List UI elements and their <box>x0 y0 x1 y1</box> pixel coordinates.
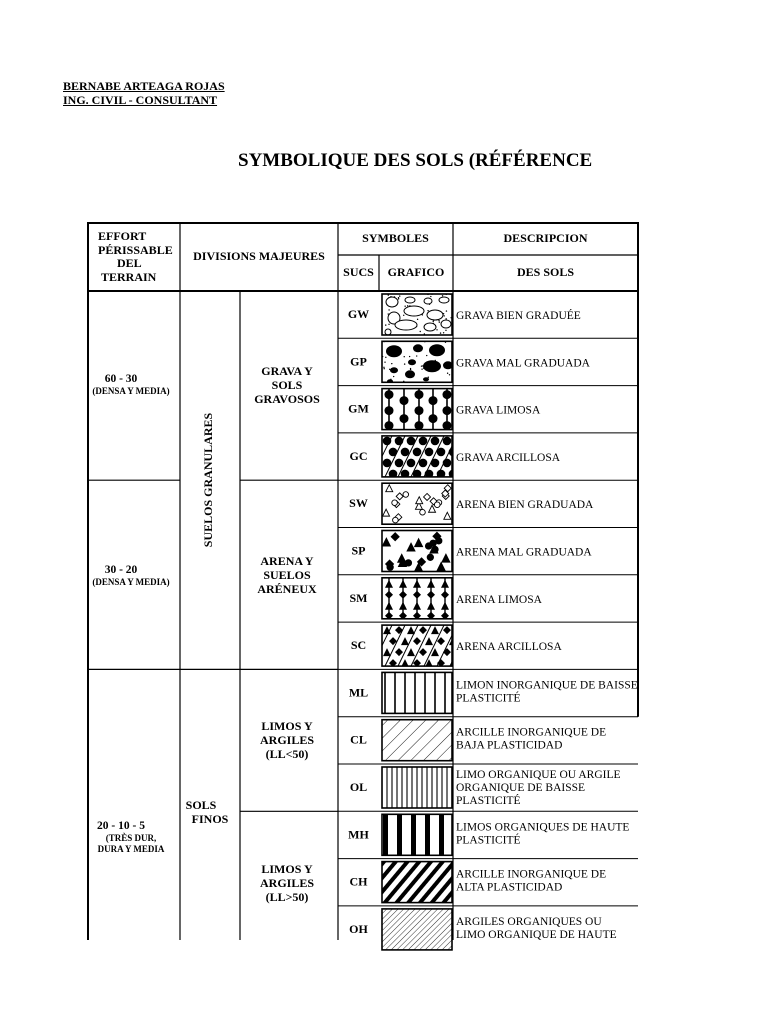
sucs-code: GM <box>348 401 369 416</box>
effort-value: 60 - 30 <box>104 373 138 385</box>
soil-graphic-ch <box>382 862 452 903</box>
sub-division-label: LIMOS Y <box>261 862 313 876</box>
effort-header-line: PÉRISSABLE <box>98 243 173 257</box>
des-sols-header: DES SOLS <box>516 265 575 279</box>
soil-graphic-cl <box>382 720 452 761</box>
soil-description: ARENA ARCILLOSA <box>456 641 562 654</box>
sub-division-label: ARENA Y <box>260 554 314 568</box>
divisions-header: DIVISIONS MAJEURES <box>193 249 325 263</box>
soil-graphic-ml <box>382 672 452 713</box>
sub-division-label: (LL>50) <box>265 890 309 904</box>
soil-graphic-ol <box>382 767 452 808</box>
soil-description: PLASTICITÉ <box>456 795 521 807</box>
sub-division-label: LIMOS Y <box>261 719 313 733</box>
soil-graphic-gp <box>382 341 453 383</box>
sucs-code: OL <box>349 780 368 794</box>
soil-graphic-sm <box>382 578 452 620</box>
sucs-header: SUCS <box>343 265 374 279</box>
sucs-code: SW <box>349 496 368 511</box>
sub-division-label: ARGILES <box>259 733 315 747</box>
sucs-code: GP <box>350 354 367 369</box>
effort-header-line: EFFORT <box>98 229 147 243</box>
effort-header-line: DEL <box>117 256 142 270</box>
soil-description: GRAVA MAL GRADUADA <box>456 357 590 370</box>
soil-description: LIMO ORGANIQUE DE HAUTE <box>456 928 617 941</box>
soil-description: ALTA PLASTICIDAD <box>456 881 563 894</box>
sub-division-label: GRAVA Y <box>261 364 313 378</box>
sub-division-label: (LL<50) <box>265 747 309 761</box>
soil-description: LIMO ORGANIQUE OU ARGILE <box>456 769 621 781</box>
major-division-fine: FINOS <box>191 812 229 826</box>
sub-division-label: ARÉNEUX <box>257 582 317 596</box>
soil-description: ARENA LIMOSA <box>456 593 542 606</box>
soil-graphic-gw <box>382 294 452 335</box>
soil-description: ORGANIQUE DE BAISSE <box>456 782 586 794</box>
descripcion-header: DESCRIPCION <box>503 231 588 245</box>
soil-graphic-oh <box>382 909 452 950</box>
soil-description: ARCILLE INORGANIQUE DE <box>456 726 607 739</box>
effort-note: (DENSA Y MEDIA) <box>92 577 170 587</box>
soil-description: GRAVA LIMOSA <box>456 404 541 417</box>
sucs-code: SP <box>351 543 366 558</box>
soil-description: ARENA BIEN GRADUADA <box>456 499 594 512</box>
sucs-code: CH <box>349 874 368 889</box>
soil-graphic-sp <box>382 531 452 572</box>
effort-value: 20 - 10 - 5 <box>97 820 145 832</box>
major-division-fine: SOLS <box>185 798 217 812</box>
soil-description: ARENA MAL GRADUADA <box>456 546 592 559</box>
sucs-code: ML <box>348 685 369 700</box>
soil-description: ARGILES ORGANIQUES OU <box>456 915 602 928</box>
soil-graphic-gm <box>382 389 452 431</box>
soil-description: PLASTICITÉ <box>456 692 521 705</box>
effort-value: 30 - 20 <box>104 564 138 576</box>
soil-description: LIMOS ORGANIQUES DE HAUTE <box>456 821 630 834</box>
author-name: BERNABE ARTEAGA ROJAS <box>63 79 225 93</box>
author-role: ING. CIVIL - CONSULTANT <box>63 93 218 107</box>
sucs-code: GW <box>347 307 370 321</box>
sucs-code: MH <box>348 827 369 842</box>
effort-note: (TRÈS DUR, <box>105 833 157 843</box>
sucs-code: GC <box>349 448 368 463</box>
sub-division-label: ARGILES <box>259 876 315 890</box>
soil-graphic-mh <box>382 814 452 855</box>
soil-graphic-sw <box>382 483 452 524</box>
sucs-code: CL <box>350 732 367 747</box>
effort-header-line: TERRAIN <box>101 270 157 284</box>
soil-description: BAJA PLASTICIDAD <box>456 739 563 752</box>
page-title: SYMBOLIQUE DES SOLS (RÉFÉRENCE <box>238 150 593 171</box>
symboles-header: SYMBOLES <box>362 231 429 245</box>
sub-division-label: GRAVOSOS <box>254 392 320 406</box>
sub-division-label: SUELOS <box>263 568 311 582</box>
effort-note: (DENSA Y MEDIA) <box>92 386 170 396</box>
major-division-granular: SUELOS GRANULARES <box>201 412 215 548</box>
soil-description: LIMON INORGANIQUE DE BAISSE <box>456 679 638 692</box>
effort-note: DURA Y MEDIA <box>97 844 165 854</box>
soil-description: PLASTICITÉ <box>456 834 521 847</box>
soil-description: GRAVA BIEN GRADUÉE <box>456 310 581 322</box>
soil-description: ARCILLE INORGANIQUE DE <box>456 868 607 881</box>
soil-description: GRAVA ARCILLOSA <box>456 451 561 464</box>
grafico-header: GRAFICO <box>387 265 445 279</box>
sucs-code: SC <box>350 638 367 653</box>
sucs-code: OH <box>349 921 368 936</box>
sub-division-label: SOLS <box>271 378 303 392</box>
sucs-code: SM <box>349 590 368 605</box>
